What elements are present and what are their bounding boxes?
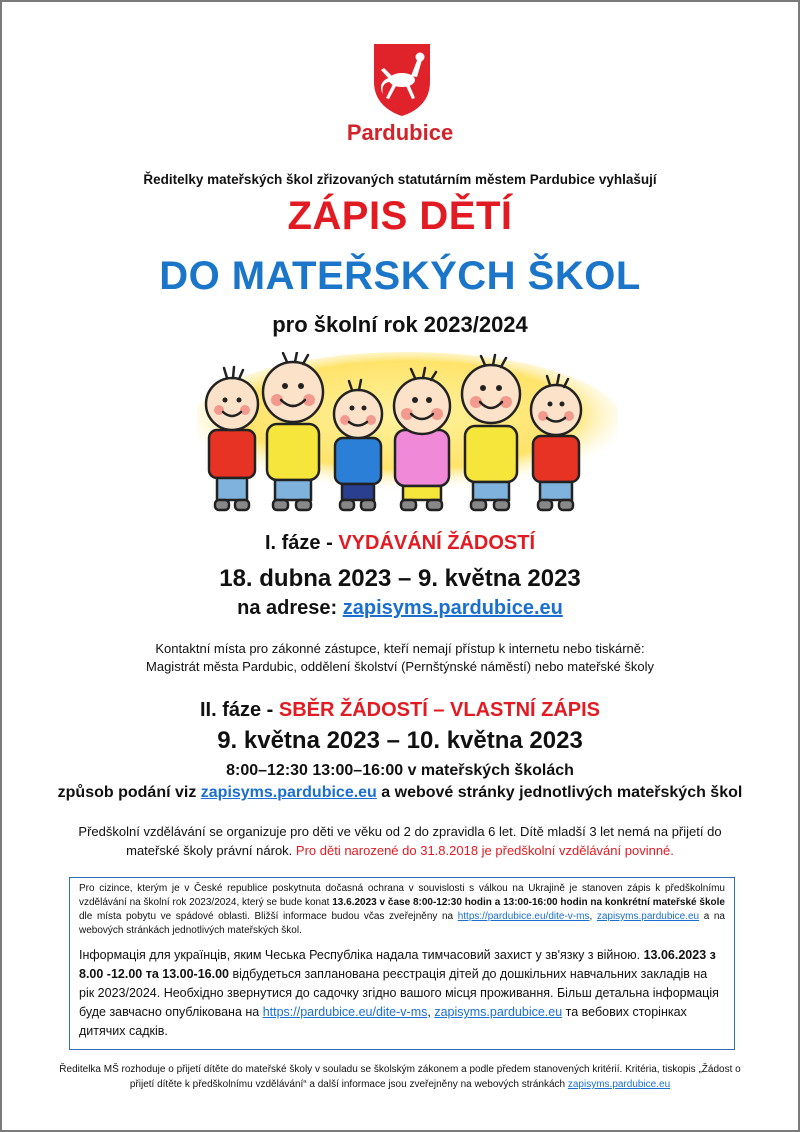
preschool-info (2, 822, 798, 860)
submission-link[interactable]: zapisyms.pardubice.eu (200, 784, 377, 801)
pardubice-coat-of-arms-icon (371, 40, 433, 118)
contact-info (2, 640, 798, 676)
cz-text-3: , (589, 911, 597, 922)
phase-2-submission (2, 784, 798, 802)
ukrainian-text (79, 946, 725, 1041)
contact-line-2: Magistrát města Pardubic, oddělení školství (Pernštýnské náměstí) nebo mateřské školy (146, 659, 654, 674)
phase-2-name: SBĚR ŽÁDOSTÍ – VLASTNÍ ZÁPIS (278, 699, 601, 721)
intro-text: Ředitelky mateřských škol zřizovaných statutárním městem Pardubice vyhlašují (143, 172, 657, 187)
footer-text: Ředitelka MŠ rozhoduje o přijetí dítěte do mateřské školy v souladu se školským zákonem a podle předem stanovených kritérií. Kritéria, tiskopis „Žádost o přijetí dítěte k předškolnímu vzdělávání“ a další informace jsou zveřejněny na webových stránkách (59, 1064, 741, 1090)
preschool-mandatory: Pro děti narozené do 31.8.2018 je předškolní vzdělávání povinné. (295, 843, 674, 858)
ua-link-zapisyms[interactable]: zapisyms.pardubice.eu (434, 1005, 563, 1019)
address-link[interactable]: zapisyms.pardubice.eu (342, 597, 563, 619)
ua-text-3: , (427, 1005, 435, 1019)
cz-text-1: Pro cizince, kterým je v České republice poskytnuta dočasná ochrana v souvislosti s válkou na Ukrajině je stanoven zápis k předškolnímu vzdělávání na školní rok 2023/2024, který se bude konat (79, 883, 725, 908)
cz-bold-1: 13.6.2023 v čase 8:00-12:30 hodin a 13:00-16:00 hodin na konkrétní mateřské škole (332, 897, 725, 908)
phase-2-hours: 8:00–12:30 13:00–16:00 v mateřských školách (226, 762, 574, 779)
title-line-2: DO MATEŘSKÝCH ŠKOL (159, 254, 641, 298)
cz-link-dite-v-ms[interactable]: https://pardubice.eu/dite-v-ms (457, 911, 590, 922)
cz-text-4: a na webových stránkách jednotlivých mateřských škol. (79, 911, 725, 936)
city-name: Pardubice (346, 120, 454, 145)
address-label: na adrese: (237, 597, 343, 619)
ua-bold-1: 13.06.2023 з 8.00 -12.00 та 13.00-16.00 (79, 948, 716, 981)
contact-line-1: Kontaktní místa pro zákonné zástupce, kteří nemají přístup k internetu nebo tiskárně: (155, 641, 645, 656)
foreigners-info-box (69, 877, 735, 1050)
phase-1-label: I. fáze - (264, 532, 339, 554)
phase-1-dates: 18. dubna 2023 – 9. května 2023 (219, 565, 581, 592)
phase-1-name: VYDÁVÁNÍ ŽÁDOSTÍ (338, 532, 536, 554)
submission-pre: způsob podání viz (57, 784, 201, 801)
title-line-1: ZÁPIS DĚTÍ (287, 194, 513, 238)
children-illustration-icon (197, 352, 617, 520)
czech-foreigners-text (79, 882, 725, 938)
cz-text-2: dle místa pobytu ve spádové oblasti. Bližší informace budou včas zveřejněny na (79, 911, 458, 922)
footer-link[interactable]: zapisyms.pardubice.eu (567, 1079, 671, 1090)
phase-1-address (2, 597, 798, 620)
phase-2-label: II. fáze - (199, 699, 279, 721)
phase-1-heading (2, 532, 798, 555)
preschool-text: Předškolní vzdělávání se organizuje pro děti ve věku od 2 do zpravidla 6 let. Dítě mladší 3 let nemá na přijetí do mateřské školy právní nárok. (78, 824, 722, 858)
cz-link-zapisyms[interactable]: zapisyms.pardubice.eu (596, 911, 700, 922)
ua-text-4: та вебових сторінках дитячих садків. (79, 1005, 687, 1038)
phase-2-heading (2, 699, 798, 722)
ua-text-1: Інформація для українців, яким Чеська Республіка надала тимчасовий захист у зв'язку з війною. (79, 948, 644, 962)
footer-note (2, 1062, 798, 1092)
phase-2-dates: 9. května 2023 – 10. května 2023 (217, 727, 583, 754)
school-year: pro školní rok 2023/2024 (272, 312, 528, 337)
ua-link-dite-v-ms[interactable]: https://pardubice.eu/dite-v-ms (262, 1005, 428, 1019)
ua-text-2: відбудеться запланована реєстрація дітей до дошкільних навчальних закладів на рік 2023/2024. Необхідно звернутися до садочку згідно вашого місця проживання. Більш детальна інформація буде завчасно опублікована на (79, 967, 719, 1019)
submission-post: a webové stránky jednotlivých mateřských škol (376, 784, 743, 801)
